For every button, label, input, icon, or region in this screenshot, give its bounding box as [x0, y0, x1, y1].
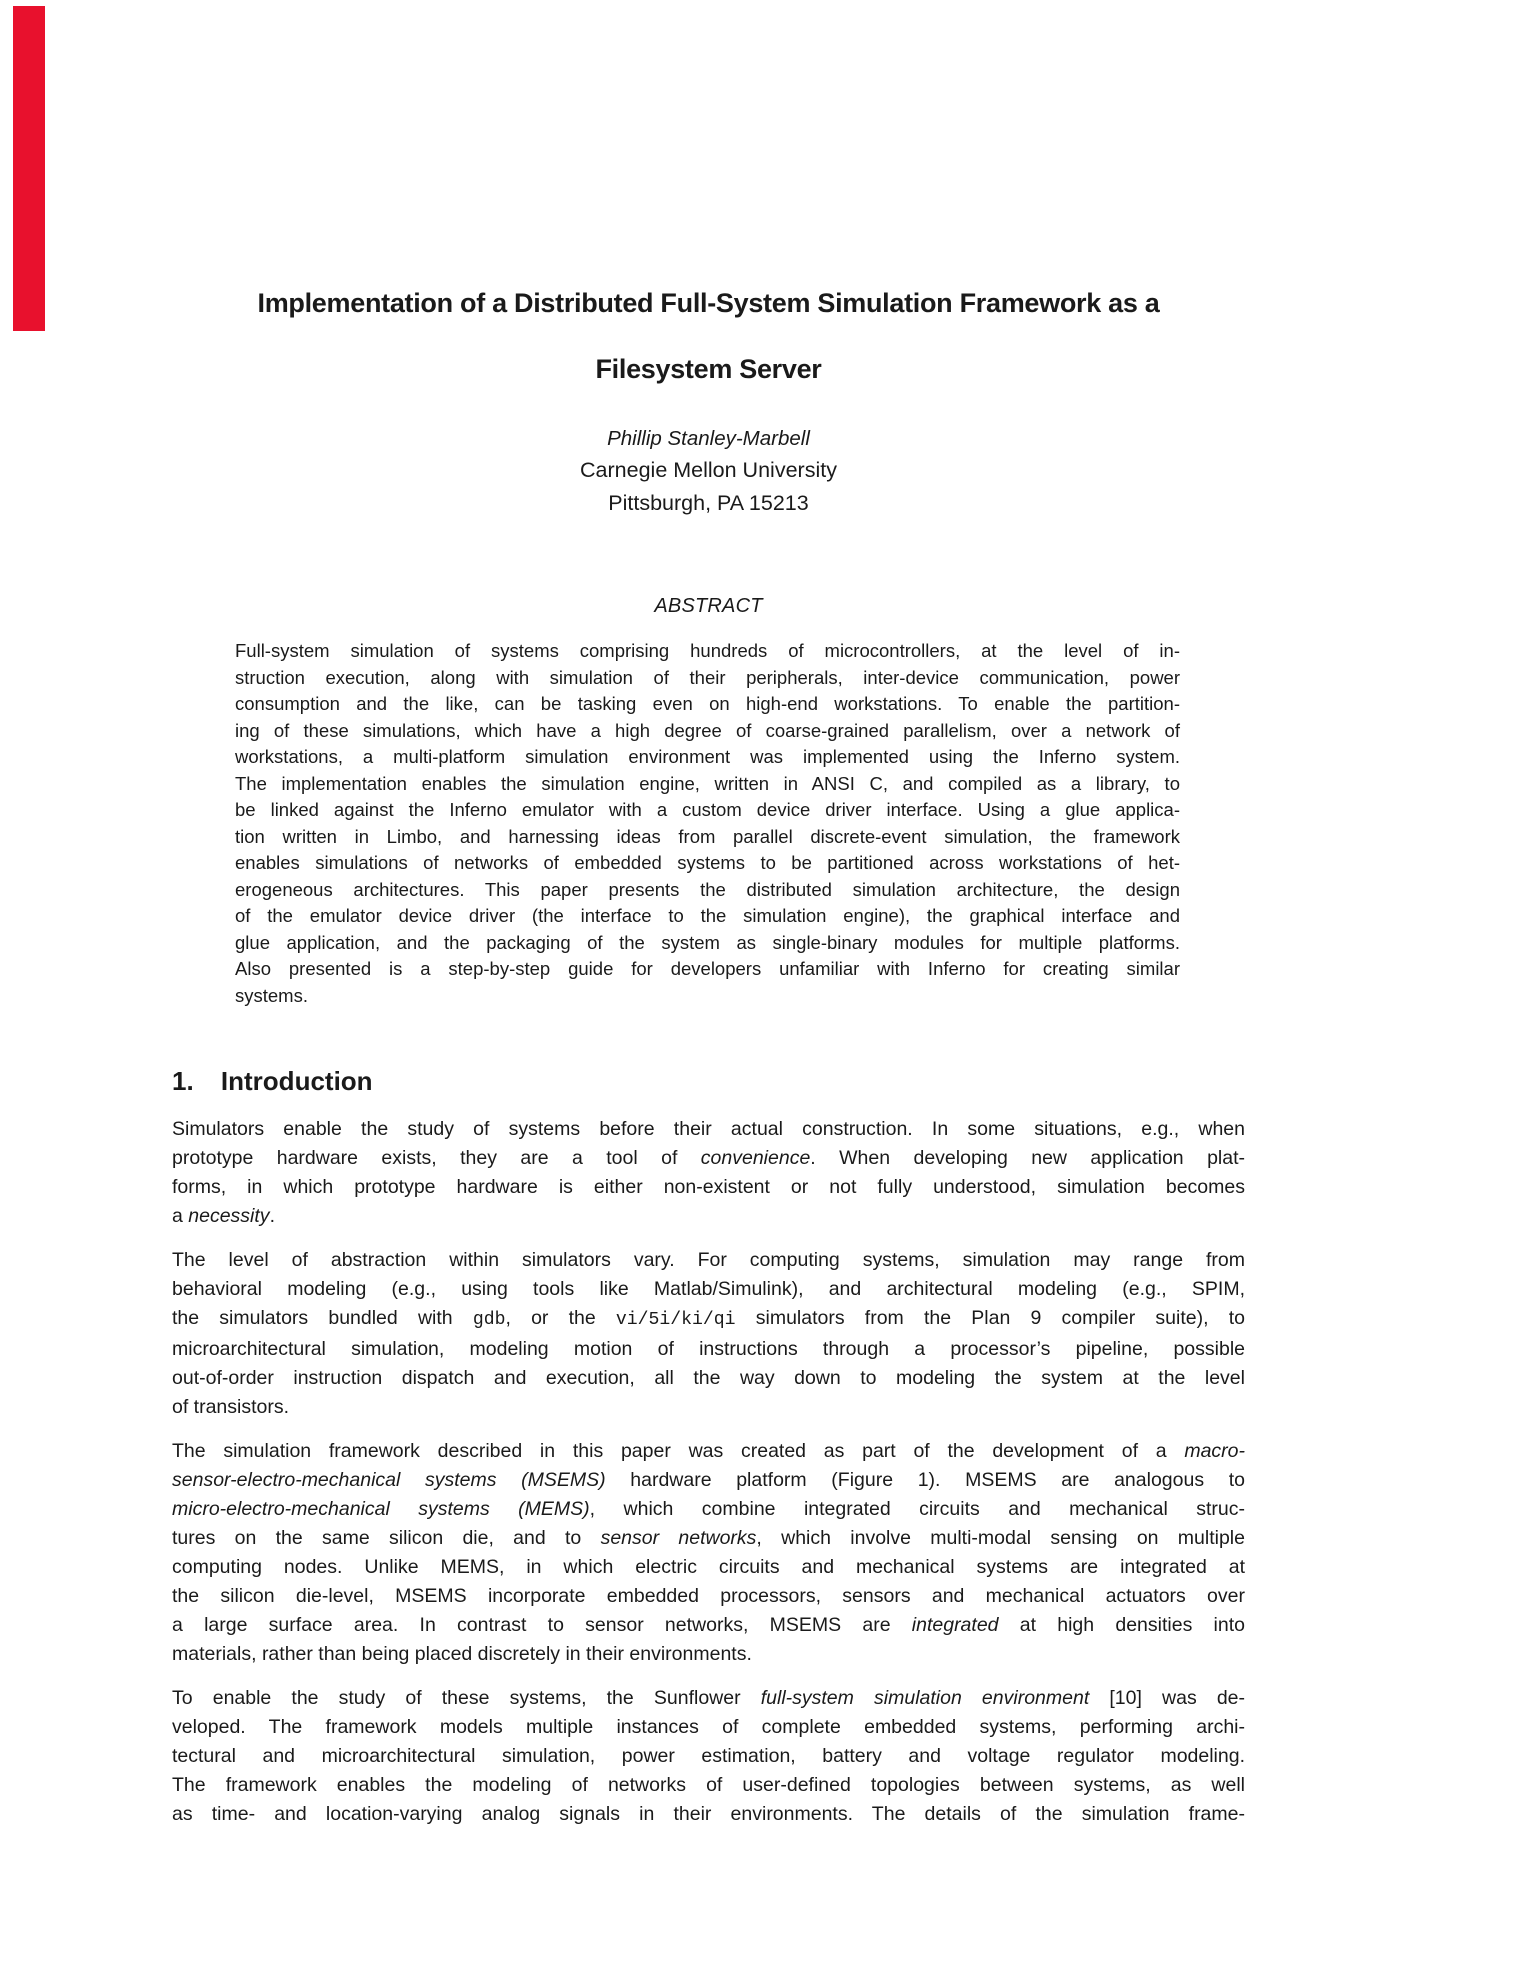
- text-segment: The framework enables the modeling of networks of user-defined topologies between systems, as well: [172, 1774, 1245, 1796]
- text-line: [235, 850, 1180, 877]
- text-line: [235, 956, 1180, 983]
- text-segment: a large surface area. In contrast to sensor networks, MSEMS are: [172, 1614, 912, 1636]
- text-segment: necessity: [188, 1205, 270, 1227]
- text-segment: hardware platform (Figure 1). MSEMS are analogous to: [605, 1469, 1245, 1491]
- text-segment: .: [269, 1205, 275, 1227]
- text-line: [235, 797, 1180, 824]
- intro-paragraph-4: [172, 1684, 1245, 1829]
- text-line: [172, 1364, 1245, 1393]
- text-line: [172, 1684, 1245, 1713]
- text-segment: full-system simulation environment: [760, 1687, 1090, 1709]
- text-line: [172, 1304, 1245, 1335]
- text-segment: To enable the study of these systems, the Sunflower: [172, 1687, 761, 1709]
- text-segment: gdb: [472, 1310, 506, 1330]
- text-segment: The implementation enables the simulation engine, written in ANSI C, and compiled as a library, to: [235, 772, 1180, 794]
- text-segment: ing of these simulations, which have a high degree of coarse-grained parallelism, over a network of: [235, 719, 1180, 741]
- text-segment: systems.: [235, 984, 308, 1006]
- text-segment: be linked against the Inferno emulator with a custom device driver interface. Using a glue applica-: [235, 799, 1180, 820]
- text-segment: Also presented is a step-by-step guide for developers unfamiliar with Inferno for creating similar: [235, 958, 1180, 979]
- text-line: [235, 930, 1180, 957]
- text-segment: tion written in Limbo, and harnessing ideas from parallel discrete-event simulation, the framework: [235, 825, 1180, 847]
- paper-title-line-2: Filesystem Server: [595, 354, 822, 384]
- intro-paragraph-1: [172, 1115, 1245, 1231]
- author-address: Pittsburgh, PA 15213: [608, 491, 809, 515]
- author-block: [172, 424, 1245, 520]
- text-line: [172, 1771, 1245, 1800]
- text-line: [235, 718, 1180, 745]
- text-line: [172, 1393, 1245, 1422]
- text-segment: forms, in which prototype hardware is either non-existent or not fully understood, simulation becomes: [172, 1176, 1245, 1198]
- red-left-edge-marker: [13, 6, 45, 331]
- text-segment: sensor networks: [600, 1527, 757, 1549]
- text-segment: Full-system simulation of systems comprising hundreds of microcontrollers, at the level of in-: [235, 640, 1180, 661]
- text-segment: materials, rather than being placed discretely in their environments.: [172, 1643, 752, 1665]
- abstract-heading: ABSTRACT: [654, 595, 763, 617]
- text-segment: The simulation framework described in this paper was created as part of the development of a: [172, 1440, 1185, 1462]
- text-segment: behavioral modeling (e.g., using tools like Matlab/Simulink), and architectural modeling (e.g., SPIM,: [172, 1278, 1245, 1300]
- text-line: [172, 1713, 1245, 1742]
- text-line: [172, 1246, 1245, 1275]
- text-segment: consumption and the like, can be tasking even on high-end workstations. To enable the partition-: [235, 693, 1180, 714]
- text-line: [172, 1466, 1245, 1495]
- text-segment: [10] was de-: [1089, 1687, 1246, 1709]
- text-segment: the silicon die-level, MSEMS incorporate embedded processors, sensors and mechanical actuators over: [172, 1585, 1245, 1607]
- paper-content-column: [172, 286, 1245, 1829]
- text-line: [172, 1144, 1245, 1173]
- text-segment: sensor-electro-mechanical systems (MSEMS): [172, 1469, 606, 1491]
- text-line: [172, 1582, 1245, 1611]
- intro-paragraph-2: [172, 1246, 1245, 1422]
- text-segment: a: [172, 1205, 189, 1227]
- text-line: [172, 1553, 1245, 1582]
- text-segment: tectural and microarchitectural simulation, power estimation, battery and voltage regulator modeling.: [172, 1745, 1245, 1767]
- text-segment: erogeneous architectures. This paper presents the distributed simulation architecture, the design: [235, 878, 1180, 900]
- text-line: [172, 1335, 1245, 1364]
- text-line: [172, 1495, 1245, 1524]
- text-segment: , which involve multi-modal sensing on multiple: [756, 1527, 1245, 1549]
- text-segment: out-of-order instruction dispatch and execution, all the way down to modeling the system at the level: [172, 1367, 1245, 1389]
- text-line: [235, 665, 1180, 692]
- section-heading-introduction: [172, 1063, 1245, 1099]
- text-segment: The level of abstraction within simulators vary. For computing systems, simulation may range from: [172, 1249, 1245, 1271]
- text-line: [172, 1524, 1245, 1553]
- section-title: Introduction: [220, 1066, 373, 1096]
- text-segment: struction execution, along with simulation of their peripherals, inter-device communication, power: [235, 666, 1180, 688]
- text-line: [235, 771, 1180, 798]
- text-segment: micro-electro-mechanical systems (MEMS): [172, 1498, 590, 1520]
- text-segment: computing nodes. Unlike MEMS, in which electric circuits and mechanical systems are integrated at: [172, 1556, 1245, 1578]
- text-line: [235, 638, 1180, 665]
- text-segment: tures on the same silicon die, and to: [172, 1527, 601, 1549]
- text-segment: convenience: [700, 1147, 811, 1169]
- text-line: [172, 1275, 1245, 1304]
- text-segment: at high densities into: [998, 1614, 1246, 1636]
- text-segment: of transistors.: [172, 1396, 290, 1418]
- text-line: [172, 1800, 1245, 1829]
- author-name: Phillip Stanley-Marbell: [607, 427, 810, 450]
- text-line: [172, 1437, 1245, 1466]
- text-segment: integrated: [911, 1614, 999, 1636]
- text-segment: enables simulations of networks of embedded systems to be partitioned across workstations of het-: [235, 852, 1180, 873]
- text-segment: of the emulator device driver (the interface to the simulation engine), the graphical interface and: [235, 905, 1180, 926]
- text-segment: workstations, a multi-platform simulation environment was implemented using the Inferno system.: [235, 746, 1180, 767]
- intro-paragraph-3: [172, 1437, 1245, 1669]
- text-segment: prototype hardware exists, they are a tool of: [172, 1147, 701, 1169]
- text-segment: the simulators bundled with: [172, 1307, 473, 1329]
- text-line: [235, 744, 1180, 771]
- text-segment: as time- and location-varying analog signals in their environments. The details of the simulation frame-: [172, 1803, 1245, 1825]
- text-segment: glue application, and the packaging of the system as single-binary modules for multiple platforms.: [235, 931, 1180, 953]
- text-line: [172, 1202, 1245, 1231]
- text-line: [235, 903, 1180, 930]
- text-segment: , or the: [505, 1307, 616, 1329]
- text-segment: . When developing new application plat-: [810, 1147, 1246, 1169]
- text-line: [172, 1611, 1245, 1640]
- abstract-body: [235, 638, 1180, 1009]
- text-segment: Simulators enable the study of systems before their actual construction. In some situations, e.g., when: [172, 1118, 1245, 1140]
- text-line: [172, 1173, 1245, 1202]
- text-line: [172, 1640, 1245, 1669]
- text-segment: vi/5i/ki/qi: [615, 1310, 736, 1330]
- text-line: [172, 1742, 1245, 1771]
- text-segment: , which combine integrated circuits and mechanical struc-: [589, 1498, 1245, 1520]
- paper-title-line-1: Implementation of a Distributed Full-System Simulation Framework as a: [257, 288, 1160, 318]
- text-segment: veloped. The framework models multiple instances of complete embedded systems, performing archi-: [172, 1716, 1245, 1738]
- text-line: [235, 877, 1180, 904]
- text-line: [235, 691, 1180, 718]
- text-segment: macro-: [1184, 1440, 1245, 1462]
- text-segment: simulators from the Plan 9 compiler suite), to: [735, 1307, 1245, 1329]
- text-line: [235, 983, 1180, 1010]
- text-line: [235, 824, 1180, 851]
- text-line: [172, 1115, 1245, 1144]
- text-segment: microarchitectural simulation, modeling motion of instructions through a processor’s pipeline, possible: [172, 1338, 1245, 1360]
- author-affiliation: Carnegie Mellon University: [580, 458, 837, 482]
- section-number: 1.: [172, 1066, 194, 1096]
